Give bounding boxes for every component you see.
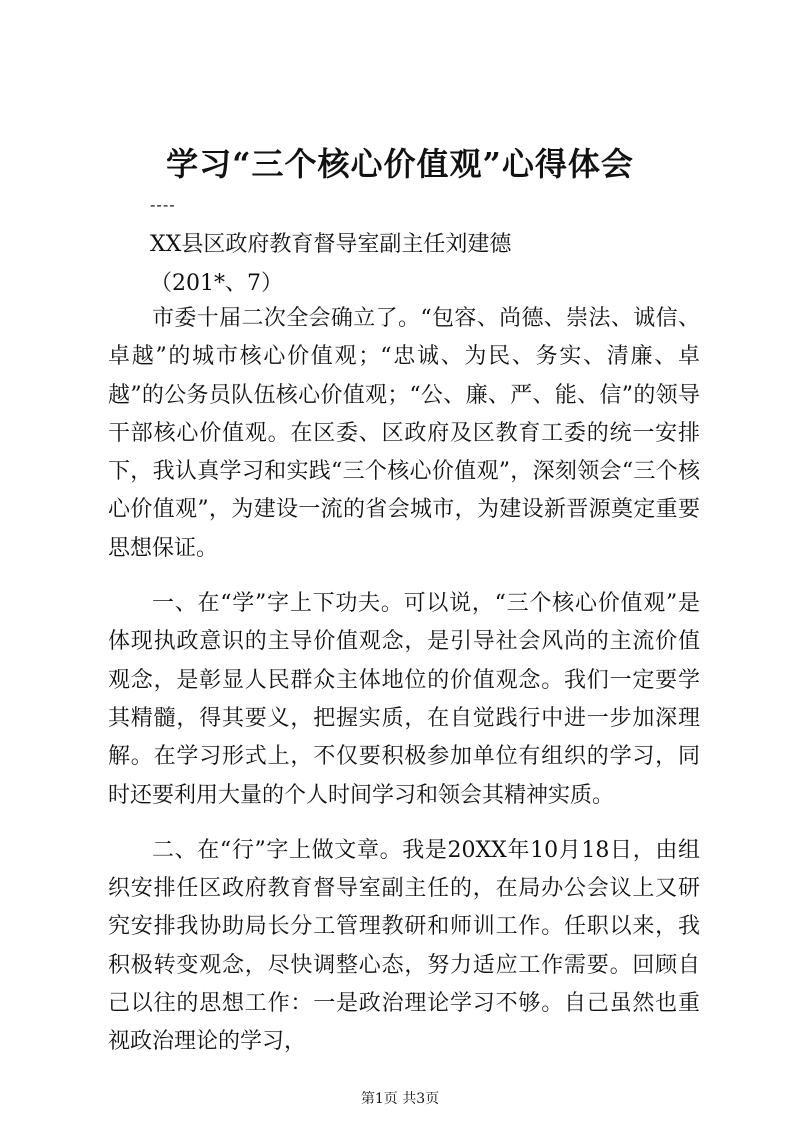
paragraph-intro: 市委十届二次全会确立了。“包容、尚德、崇法、诚信、卓越”的城市核心价值观；“忠诚、为民、务实、清廉、卓越”的公务员队伍核心价值观；“公、廉、严、能、信”的领导干部核心价值观。在区委、区政府及区教育工委的统一安排下，我认真学习和实践“三个核心价值观”，深刻领会“三个核心价值观”，为建设一流的省会城市，为建设新晋源奠定重要思想保证。 xyxy=(108,306,700,561)
title-separator: ---- xyxy=(150,195,176,214)
paragraph-section-two: 二、在“行”字上做文章。我是20XX年10月18日，由组织安排任区政府教育督导室副主任的，在局办公会议上又研究安排我协助局长分工管理教研和师训工作。任职以来，我积极转变观念，尽快调整心态，努力适应工作需要。回顾自己以往的思想工作：一是政治理论学习不够。自己虽然也重视政治理论的学习， xyxy=(108,837,700,1055)
paragraph-section-one: 一、在“学”字上下功夫。可以说，“三个核心价值观”是体现执政意识的主导价值观念，是引导社会风尚的主流价值观念，是彰显人民群众主体地位的价值观念。我们一定要学其精髓，得其要义，把握实质，在自觉践行中进一步加深理解。在学习形式上，不仅要积极参加单位有组织的学习，同时还要利用大量的个人时间学习和领会其精神实质。 xyxy=(108,591,700,808)
page-footer: 第1页 共3页 xyxy=(360,1091,440,1107)
document-body xyxy=(108,300,700,1079)
document-title: 学习“三个核心价值观”心得体会 xyxy=(166,145,634,183)
author-line: XX县区政府教育督导室副主任刘建德 xyxy=(150,232,512,257)
date-line: （201*、7） xyxy=(150,271,283,296)
